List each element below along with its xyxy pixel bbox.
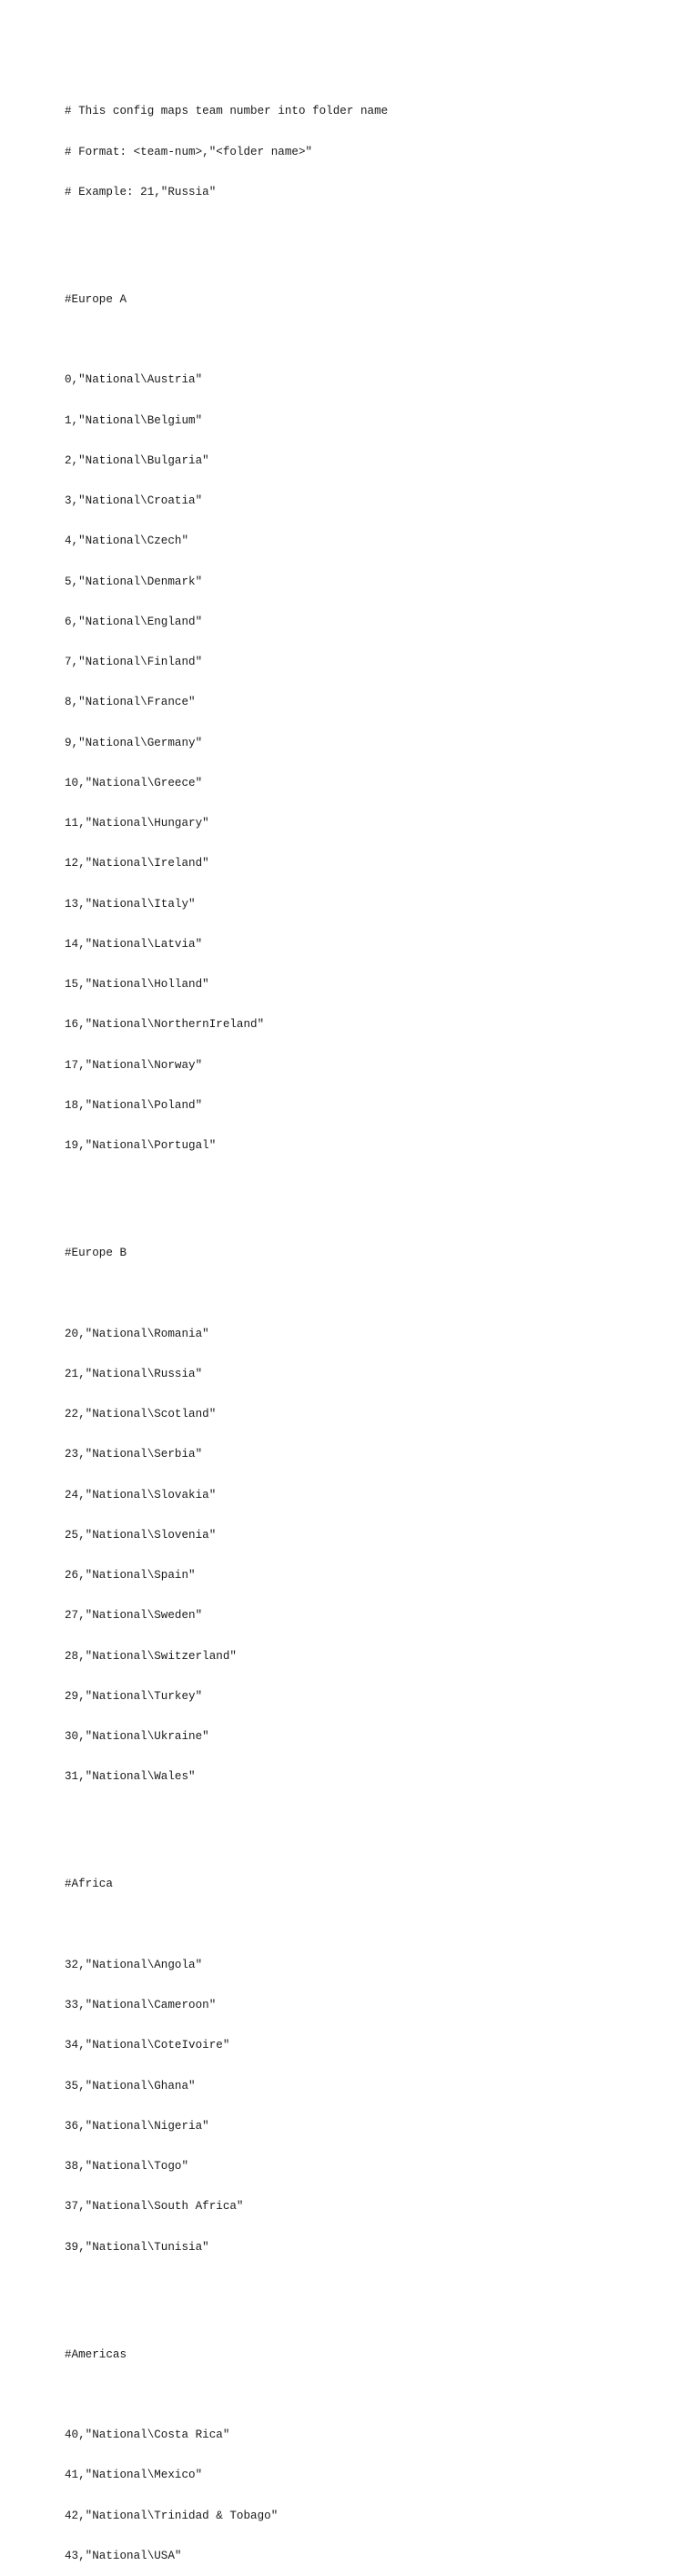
config-entry: 29,"National\Turkey"	[65, 1689, 203, 1703]
config-entry: 35,"National\Ghana"	[65, 2079, 196, 2092]
config-entry: 19,"National\Portugal"	[65, 1139, 217, 1152]
blank-line	[65, 333, 665, 347]
config-entry: 7,"National\Finland"	[65, 656, 203, 668]
config-entry: 25,"National\Slovenia"	[65, 1528, 217, 1542]
blank-line	[65, 226, 665, 239]
config-entry: 20,"National\Romania"	[65, 1327, 209, 1340]
config-entry: 31,"National\Wales"	[65, 1770, 196, 1784]
config-entry: 28,"National\Switzerland"	[65, 1649, 237, 1663]
blank-line	[65, 1811, 665, 1825]
config-entry: 3,"National\Croatia"	[65, 494, 203, 507]
config-entry: 21,"National\Russia"	[65, 1367, 203, 1380]
config-entry: 23,"National\Serbia"	[65, 1448, 203, 1461]
config-entry: 34,"National\CoteIvoire"	[65, 2039, 230, 2052]
config-entry: 37,"National\South Africa"	[65, 2200, 244, 2214]
config-entry: 2,"National\Bulgaria"	[65, 453, 209, 467]
config-entry: 8,"National\France"	[65, 696, 196, 709]
header-comment: # Example: 21,"Russia"	[65, 185, 217, 199]
config-entry: 24,"National\Slovakia"	[65, 1488, 217, 1502]
blank-line	[65, 1179, 665, 1193]
config-entry: 0,"National\Austria"	[65, 373, 203, 387]
config-entry: 14,"National\Latvia"	[65, 937, 203, 951]
config-entry: 40,"National\Costa Rica"	[65, 2428, 230, 2441]
config-entry: 36,"National\Nigeria"	[65, 2119, 209, 2133]
config-entry: 41,"National\Mexico"	[65, 2469, 203, 2482]
config-entry: 5,"National\Denmark"	[65, 575, 203, 588]
header-comment: # This config maps team number into folder name	[65, 105, 389, 118]
config-entry: 26,"National\Spain"	[65, 1569, 196, 1582]
config-entry: 17,"National\Norway"	[65, 1058, 203, 1072]
config-entry: 43,"National\USA"	[65, 2549, 182, 2562]
config-document	[65, 65, 665, 2576]
config-entry: 22,"National\Scotland"	[65, 1408, 217, 1420]
config-entry: 6,"National\England"	[65, 615, 203, 628]
config-entry: 13,"National\Italy"	[65, 897, 196, 911]
config-entry: 42,"National\Trinidad & Tobago"	[65, 2509, 279, 2522]
config-entry: 11,"National\Hungary"	[65, 817, 209, 830]
config-entry: 39,"National\Tunisia"	[65, 2240, 209, 2254]
config-entry: 4,"National\Czech"	[65, 535, 189, 548]
config-entry: 30,"National\Ukraine"	[65, 1730, 209, 1743]
section-heading: #Europe A	[65, 292, 127, 306]
section-heading: #Americas	[65, 2347, 127, 2361]
config-entry: 27,"National\Sweden"	[65, 1609, 203, 1623]
config-entry: 15,"National\Holland"	[65, 978, 209, 991]
section-heading: #Europe B	[65, 1247, 127, 1259]
header-comment: # Format: <team-num>,"<folder name>"	[65, 145, 313, 158]
section-heading: #Africa	[65, 1878, 113, 1891]
config-entry: 38,"National\Togo"	[65, 2160, 189, 2173]
config-entry: 16,"National\NorthernIreland"	[65, 1018, 265, 1032]
config-entry: 18,"National\Poland"	[65, 1098, 203, 1112]
config-entry: 9,"National\Germany"	[65, 736, 203, 749]
blank-line	[65, 2388, 665, 2402]
config-entry: 32,"National\Angola"	[65, 1958, 203, 1971]
config-entry: 33,"National\Cameroon"	[65, 1999, 217, 2011]
blank-line	[65, 2281, 665, 2295]
blank-line	[65, 1287, 665, 1300]
blank-line	[65, 1919, 665, 1932]
config-entry: 1,"National\Belgium"	[65, 413, 203, 427]
config-entry: 10,"National\Greece"	[65, 776, 203, 789]
config-entry: 12,"National\Ireland"	[65, 857, 209, 871]
